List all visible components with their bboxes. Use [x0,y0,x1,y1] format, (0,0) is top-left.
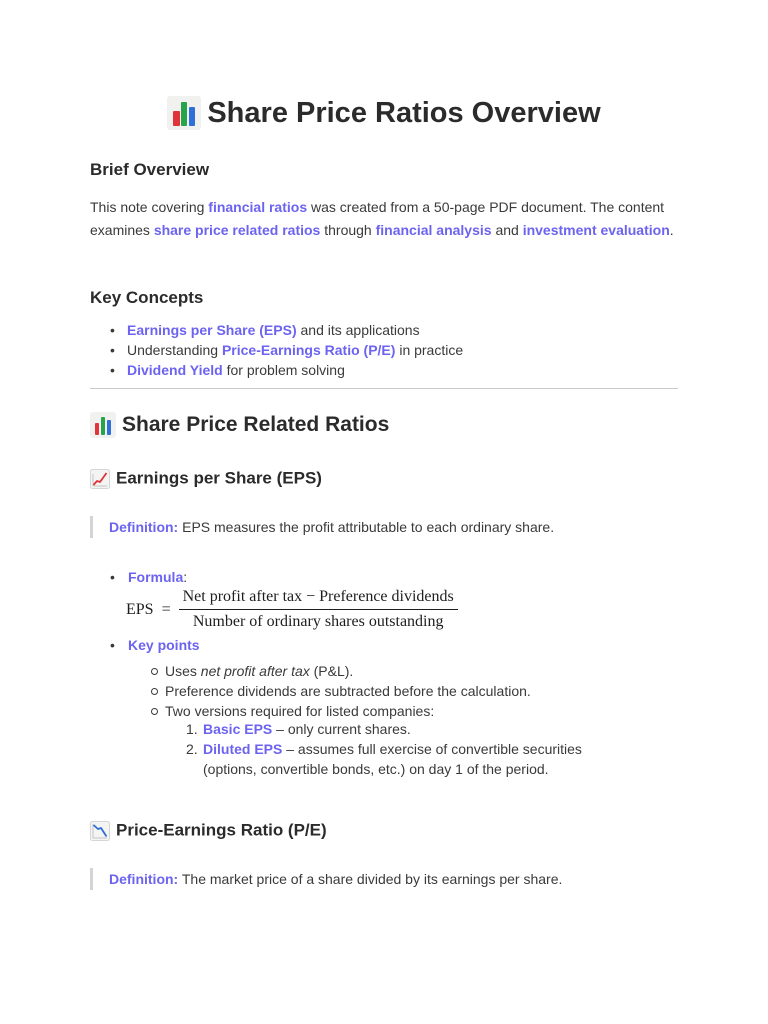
link-investment-evaluation[interactable]: investment evaluation [522,222,670,238]
link-financial-analysis[interactable]: financial analysis [375,222,492,238]
list-item: Preference dividends are subtracted before the calculation. [150,681,600,701]
key-points-list [150,661,600,721]
section-heading-text: Share Price Related Ratios [122,413,390,436]
section-heading [90,412,389,438]
list-item: 1. Basic EPS – only current shares. [186,721,411,737]
key-points-label: Key points [128,637,200,653]
basic-eps-label: Basic EPS [203,721,273,737]
link-dividend-yield[interactable]: Dividend Yield [127,362,223,378]
brief-overview-heading: Brief Overview [90,160,210,179]
bar-chart-icon [167,96,201,130]
pe-heading [90,820,327,841]
definition-label: Definition: [109,519,179,535]
key-concepts-list [108,320,678,380]
definition-text: EPS measures the profit attributable to each ordinary share. [178,519,555,535]
link-pe-ratio[interactable]: Price-Earnings Ratio (P/E) [221,342,396,358]
page-title-text: Share Price Ratios Overview [207,96,601,129]
definition-label: Definition: [109,871,179,887]
formula-fraction [179,588,458,631]
list-item: • Earnings per Share (EPS) and its applications [108,320,678,340]
formula-label: Formula [128,569,184,585]
chart-decreasing-icon [90,821,110,841]
overview-text-3: through [320,222,376,238]
page-title [0,96,768,130]
list-item: • Dividend Yield for problem solving [108,360,678,380]
list-item: Uses net profit after tax (P&L). [150,661,600,681]
list-item: Two versions required for listed companies: [150,701,600,721]
overview-text-5: . [669,222,674,238]
eps-versions-list [186,719,606,779]
brief-overview-paragraph [90,196,680,242]
pe-heading-text: Price-Earnings Ratio (P/E) [116,820,327,840]
formula-numerator: Net profit after tax − Preference dividends [179,588,458,610]
eps-heading [90,468,322,489]
list-item: • Understanding Price-Earnings Ratio (P/E) in practice [108,340,678,360]
overview-text-4: and [491,222,523,238]
formula-bullet: • Formula: [110,569,188,585]
list-item: 2. Diluted EPS – assumes full exercise of convertible securities (options, convertible bonds, etc.) on day 1 of the period. [186,741,582,777]
eps-formula [126,588,458,631]
link-share-price-related-ratios[interactable]: share price related ratios [153,222,321,238]
link-financial-ratios[interactable]: financial ratios [208,199,308,215]
bar-chart-icon [90,412,116,438]
definition-text: The market price of a share divided by its earnings per share. [178,871,563,887]
eps-heading-text: Earnings per Share (EPS) [116,468,322,488]
diluted-eps-label: Diluted EPS [203,741,283,757]
overview-text-1: This note covering [90,199,209,215]
formula-lhs: EPS [126,600,154,618]
overview-text-2: was created from a 50-page PDF document. The content examines [90,199,665,238]
eps-definition-callout [90,516,680,538]
formula-equals: = [161,600,171,618]
pe-definition-callout [90,868,680,890]
key-concepts-heading: Key Concepts [90,288,204,307]
link-eps[interactable]: Earnings per Share (EPS) [127,322,297,338]
key-points-bullet: • Key points [110,637,200,653]
divider [90,388,678,389]
formula-denominator: Number of ordinary shares outstanding [192,613,444,630]
chart-increasing-icon [90,469,110,489]
